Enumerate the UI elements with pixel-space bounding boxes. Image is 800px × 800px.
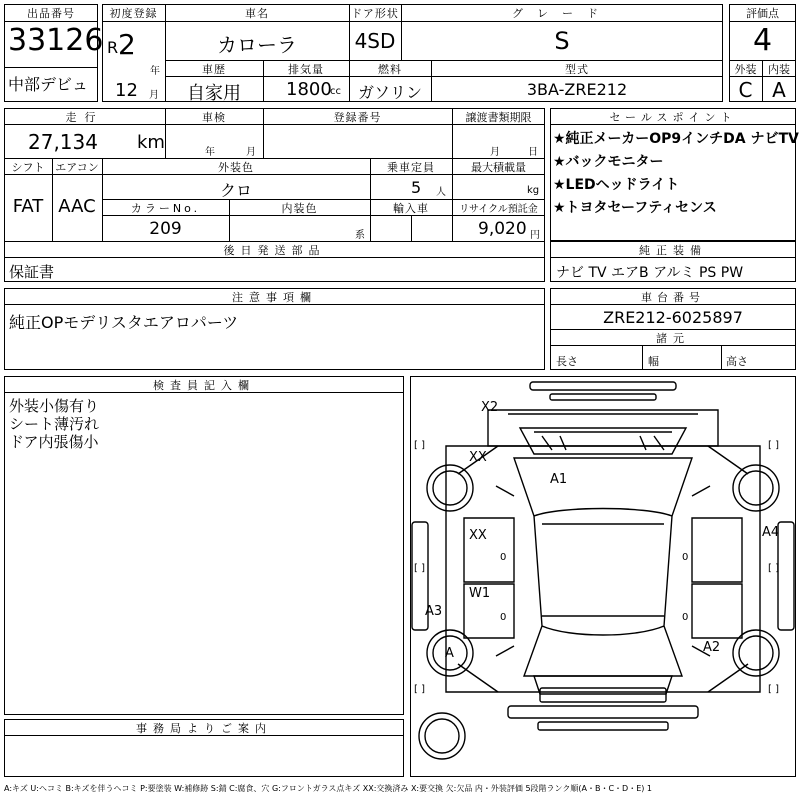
inspector-line: ドア内張傷小 <box>9 433 99 451</box>
sales-point-item: ★純正メーカーOP9インチDA ナビTV <box>553 131 799 147</box>
damage-mark: A1 <box>550 472 568 487</box>
fuel-label: 燃料 <box>378 63 402 76</box>
damage-mark: XX <box>469 528 487 543</box>
lot-label: 出品番号 <box>27 7 75 20</box>
load-unit: kg <box>527 185 540 196</box>
damage-mark: W1 <box>469 586 491 601</box>
damage-mark: A4 <box>762 525 780 540</box>
door-value: 4SD <box>354 29 396 53</box>
exterior-value: C <box>738 78 753 102</box>
ext-color-value: クロ <box>219 181 252 200</box>
diagram-bracket: [ ] <box>414 440 425 451</box>
shift-value: FAT <box>12 196 44 217</box>
sales-point-item: ★LEDヘッドライト <box>553 177 680 193</box>
history-value: 自家用 <box>187 83 241 104</box>
length-label: 長さ <box>556 355 578 368</box>
shift-label: シフト <box>11 161 45 174</box>
capacity-unit: 人 <box>436 187 446 198</box>
transfer-month-unit: 月 <box>490 147 500 158</box>
interior-label: 内装 <box>768 63 790 76</box>
history-label: 車歴 <box>202 63 226 76</box>
transfer-label: 譲渡書類期限 <box>465 111 532 124</box>
equipment-label: 純正装備 <box>639 244 707 257</box>
damage-mark: A3 <box>425 604 443 619</box>
first-reg-month: 12 <box>115 80 138 101</box>
car-diagram <box>410 376 796 777</box>
displacement-value: 1800 <box>286 79 332 100</box>
diagram-zero: 0 <box>500 612 507 623</box>
capacity-label: 乗車定員 <box>387 161 435 174</box>
int-color-label: 内装色 <box>281 202 318 215</box>
width-label: 幅 <box>648 355 659 368</box>
later-label: 後日発送部品 <box>223 244 326 257</box>
damage-mark: X2 <box>481 400 499 415</box>
diagram-bracket: [ ] <box>768 440 779 451</box>
chassis-label: 車台番号 <box>641 291 705 304</box>
model-value: 3BA-ZRE212 <box>526 80 628 99</box>
first-reg-label: 初度登録 <box>109 7 158 20</box>
era-year: 2 <box>118 28 136 61</box>
damage-mark: XX <box>469 450 487 465</box>
era: R <box>107 38 119 57</box>
fuel-value: ガソリン <box>357 83 422 102</box>
grade-label: グレード <box>512 7 612 20</box>
diagram-zero: 0 <box>682 552 689 563</box>
recycle-label: リサイクル預託金 <box>459 204 538 215</box>
lot-number: 33126 <box>8 23 104 58</box>
ac-value: AAC <box>58 196 96 217</box>
notes-value: 純正OPモデリスタエアロパーツ <box>9 313 239 332</box>
interior-value: A <box>772 78 786 102</box>
displacement-unit: cc <box>330 86 341 97</box>
capacity-value: 5 <box>411 178 422 197</box>
inspector-line: 外装小傷有り <box>9 397 100 415</box>
chassis-value: ZRE212-6025897 <box>603 308 743 327</box>
car-name-label: 車名 <box>245 7 269 20</box>
score-label: 評価点 <box>746 7 779 20</box>
inspection-month-unit: 月 <box>246 147 256 158</box>
inspection-year-unit: 年 <box>205 147 215 158</box>
sales-point-item: ★トヨタセーフティセンス <box>553 200 717 216</box>
later-value: 保証書 <box>9 263 55 281</box>
int-color-unit: 系 <box>355 230 365 241</box>
diagram-zero: 0 <box>500 552 507 563</box>
diagram-bracket: [ ] <box>768 684 779 695</box>
color-no-label: カラーNo. <box>130 202 201 215</box>
sales-points-label: セールスポイント <box>609 111 737 124</box>
damage-mark: A <box>445 646 454 661</box>
mileage-value: 27,134 <box>28 130 98 154</box>
legend-text: A:キズ U:ヘコミ B:キズを伴うヘコミ P:要塗装 W:補修跡 S:錆 C:腐食、穴 G:フロントガラス点キズ XX:交換済み X:要交換 欠:欠品 内・外装評価 5段階ランク順(A・B・C・D・E) 1 <box>4 784 653 793</box>
diagram-bracket: [ ] <box>414 563 425 574</box>
equipment-value: ナビ TV エアB アルミ PS PW <box>556 265 744 281</box>
corner-name: 中部デビュ <box>8 75 89 94</box>
sales-point-item: ★バックモニター <box>553 154 664 170</box>
diagram-bracket: [ ] <box>414 684 425 695</box>
exterior-label: 外装 <box>734 63 757 76</box>
recycle-unit: 円 <box>530 230 540 241</box>
transfer-day-unit: 日 <box>528 147 538 158</box>
month-unit: 月 <box>149 90 159 101</box>
spec-label: 諸元 <box>656 332 690 345</box>
score-value: 4 <box>752 23 773 58</box>
plate-label: 登録番号 <box>333 111 382 124</box>
car-name: カローラ <box>217 33 297 57</box>
grade-value: S <box>554 27 570 55</box>
damage-mark: A2 <box>703 640 721 655</box>
notes-label: 注意事項欄 <box>232 291 317 304</box>
mileage-unit: km <box>137 132 165 153</box>
door-label: ドア形状 <box>351 7 399 20</box>
displacement-label: 排気量 <box>288 63 324 76</box>
color-no-value: 209 <box>149 219 182 239</box>
office-label: 事務局よりご案内 <box>136 722 272 735</box>
diagram-bracket: [ ] <box>768 563 779 574</box>
inspector-label: 検査員記入欄 <box>153 379 255 392</box>
model-label: 型式 <box>565 63 589 76</box>
import-label: 輸入車 <box>393 202 429 215</box>
mileage-label: 走行 <box>65 111 104 124</box>
inspector-line: シート薄汚れ <box>9 415 100 433</box>
year-unit: 年 <box>150 66 160 77</box>
ext-color-label: 外装色 <box>218 161 254 174</box>
recycle-value: 9,020 <box>478 219 527 239</box>
diagram-zero: 0 <box>682 612 689 623</box>
ac-label: エアコン <box>55 161 99 174</box>
inspection-label: 車検 <box>202 111 226 124</box>
height-label: 高さ <box>726 355 748 368</box>
load-label: 最大積載量 <box>471 161 526 174</box>
